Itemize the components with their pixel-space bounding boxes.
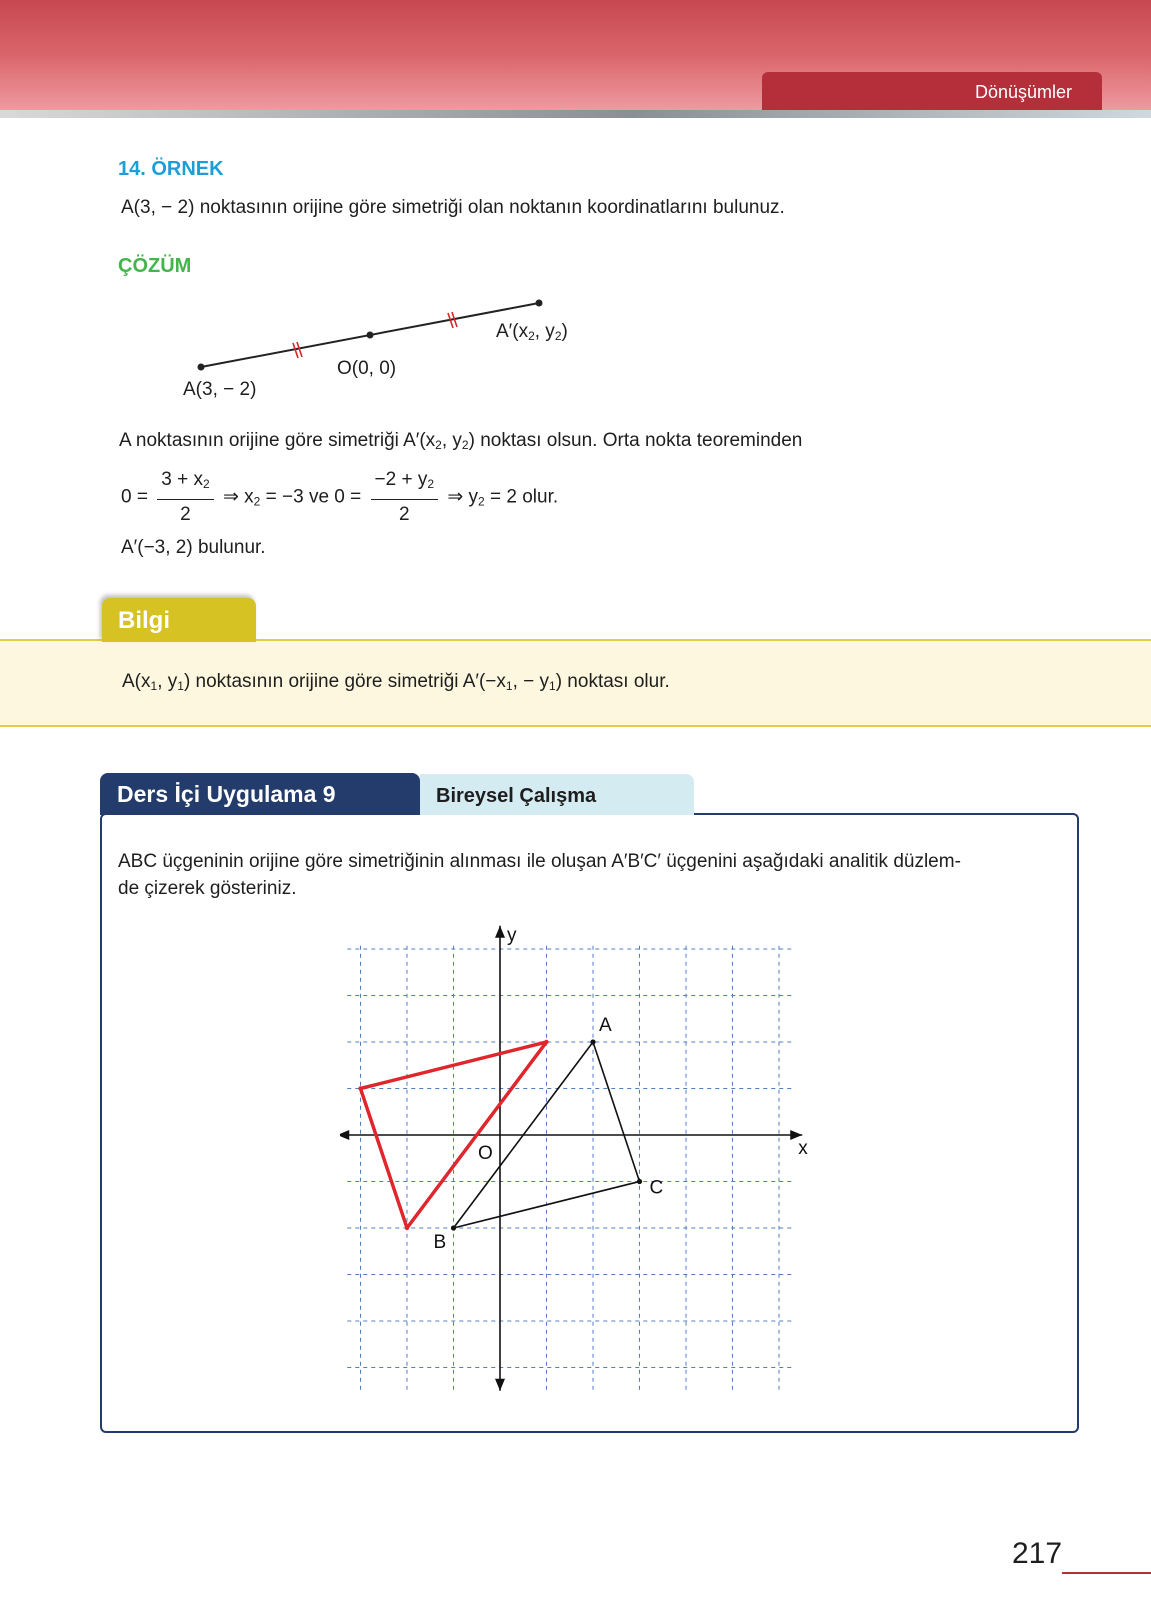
section-tab: Dönüşümler [762,72,1102,110]
solution-result: A′(−3, 2) bulunur. [121,537,266,558]
label-a-prime: $A'(x_2$, $y_2$) [496,321,568,343]
header-stripe [0,110,1151,118]
info-text: $A(x_1$, $y_1$) noktasının orijine göre simetriği $A'(-x_1$, − $y_1$) noktası olur. [122,671,670,693]
solution-line-1: A noktasının orijine göre simetriği $A'(x_2$, $y_2$) noktası olsun. Orta nokta teoreminden [119,430,803,452]
label-o: O(0, 0) [337,358,397,379]
a-prime-point: $A'(x_2$, $y_2$) [403,430,475,452]
info-tab: Bilgi [102,598,256,642]
individual-work-tab: Bireysel Çalışma [420,774,694,815]
x-axis-arrow-left [340,1130,349,1140]
vertex-point [544,1040,548,1044]
vertex-point [590,1039,595,1044]
application-prompt-line-2: de çizerek gösteriniz. [118,878,297,899]
midpoint-formula: 0 = $\frac{3 + x_2}{2}$ ⇒ $x_2 = -3$ ve 0 = $\frac{-2 + y_2}{2}$ ⇒ $y_2 = 2$ olur. [121,467,558,528]
x-axis-label: x [798,1138,808,1159]
question-text: noktasının orijine göre simetriği olan noktanın koordinatlarını bulunuz. [199,197,785,218]
application-tab: Ders İçi Uygulama 9 [100,773,420,815]
page-number-rule [1062,1572,1151,1574]
example-question [121,196,785,220]
point-a [198,364,205,371]
vertex-label: B [433,1232,447,1253]
vertex-point [358,1086,362,1090]
vertex-point [405,1226,409,1230]
point-o [367,332,374,339]
point-a-prime [536,300,543,307]
fraction-2: $\frac{-2 + y_2}{2}$ [371,467,439,528]
y-axis-arrow-up [495,926,505,938]
y-axis-label: y [507,924,517,946]
label-a: A(3, − 2) [183,379,257,400]
fraction-1: $\frac{3 + x_2}{2}$ [157,467,213,528]
coordinate-plane [340,905,840,1405]
application-prompt-line-1: ABC üçgeninin orijine göre simetriğinin alınması ile oluşan A′B′C′ üçgenini aşağıdaki analitik düzlem- [118,851,961,872]
vertex-label: C [649,1177,664,1199]
vertex-point [637,1179,642,1184]
example-heading: 14. ÖRNEK [118,158,224,180]
page-number: 217 [1012,1537,1063,1570]
y-axis-arrow-down [495,1379,505,1391]
vertex-label: A [599,1015,612,1036]
question-point: A(3, − 2) [121,197,195,218]
origin-label: O [478,1143,493,1164]
vertex-point [451,1225,456,1230]
solution-heading: ÇÖZÜM [118,255,192,277]
